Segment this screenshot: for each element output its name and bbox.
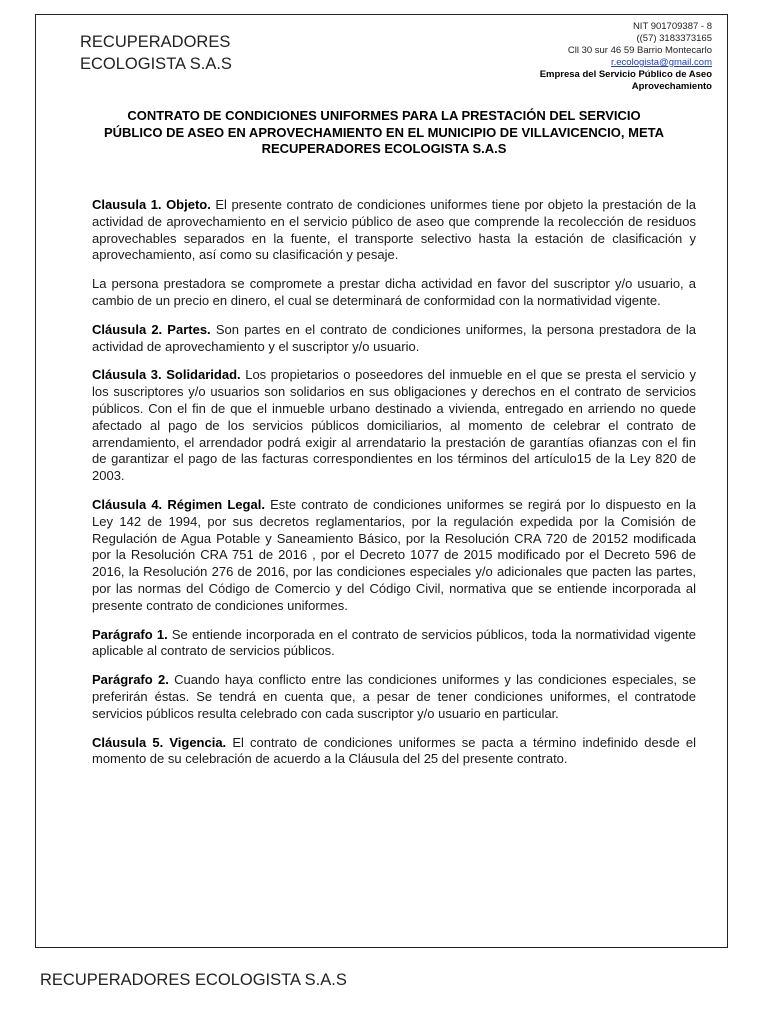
title-line3: RECUPERADORES ECOLOGISTA S.A.S <box>261 141 507 156</box>
document-title <box>90 108 678 158</box>
clause-4 <box>92 497 696 615</box>
email-link[interactable]: r.ecologista@gmail.com <box>611 57 712 68</box>
clause-1 <box>92 197 696 264</box>
contact-block <box>540 21 712 93</box>
clause-3-heading: Cláusula 3. Solidaridad. <box>92 367 241 383</box>
clause-1-heading: Clausula 1. Objeto. <box>92 197 211 212</box>
paragraph-1-heading: Parágrafo 1. <box>92 626 168 642</box>
paragraph-1 <box>92 627 696 661</box>
title-line2: PÚBLICO DE ASEO EN APROVECHAMIENTO EN EL MUNICIPIO DE VILLAVICENCIO, META <box>103 124 664 140</box>
clause-1-paragraph-2: La persona prestadora se compromete a prestar dicha actividad en favor del suscriptor y/o usuario, a cambio de un precio en dinero, el cual se determinará de conformidad con la normatividad vigente. <box>92 276 696 308</box>
clause-2-text: Son partes en el contrato de condiciones uniformes, la persona prestadora de la actividad de aprovechamiento y el suscriptor y/o usuario. <box>92 321 696 354</box>
clause-5-heading: Cláusula 5. Vigencia. <box>92 734 227 750</box>
footer-company-name: RECUPERADORES ECOLOGISTA S.A.S <box>40 971 347 989</box>
company-name-header <box>80 31 232 75</box>
clause-3 <box>92 367 696 485</box>
clause-1-text: El presente contrato de condiciones uniformes tiene por objeto la prestación de la actividad de aprovechamiento en el servicio público de aseo que comprende la recolección de residuos aprovechables separados en la fuente, el transporte selectivo hasta la estación de clasificación y aprovechamiento, así como su clasificación y pesaje. <box>92 197 696 263</box>
paragraph-2 <box>92 672 696 722</box>
paragraph-1-text: Se entiende incorporada en el contrato de servicios públicos, toda la normatividad vigente aplicable al contrato de servicios públicos. <box>92 626 696 659</box>
service-line2: Aprovechamiento <box>631 81 712 92</box>
company-name-line2: ECOLOGISTA S.A.S <box>80 55 232 73</box>
clause-4-heading: Cláusula 4. Régimen Legal. <box>92 496 265 512</box>
clause-5-text: El contrato de condiciones uniformes se pacta a término indefinido desde el momento de su celebración de acuerdo a la Cláusula del 25 del presente contrato. <box>92 734 696 767</box>
phone: ((57) 3183373165 <box>636 33 712 44</box>
clause-3-text: Los propietarios o poseedores del inmueble en el que se presta el servicio y los suscriptores y/o usuarios son solidarios en sus obligaciones y derechos en el contrato de servicios públicos. Con el fin de que el inmueble urbano destinado a vivienda, entregado en arriendo no quede afectado al pago de los servicios públicos domiciliarios, al momento de celebrar el contrato de arrendamiento, el arrendador podrá exigir al arrendatario la prestación de garantías ofianzas con el fin de garantizar el pago de las facturas correspondientes en los términos del artículo15 de la Ley 820 de 2003. <box>92 367 696 484</box>
clause-2-heading: Cláusula 2. Partes. <box>92 321 211 337</box>
address: Cll 30 sur 46 59 Barrio Montecarlo <box>567 45 712 56</box>
paragraph-2-heading: Parágrafo 2. <box>92 672 169 688</box>
company-name-line1: RECUPERADORES <box>80 33 231 51</box>
title-line1: CONTRATO DE CONDICIONES UNIFORMES PARA LA PRESTACIÓN DEL SERVICIO <box>127 108 641 123</box>
paragraph-2-text: Cuando haya conflicto entre las condiciones uniformes y las condiciones especiales, se preferirán éstas. Se tendrá en cuenta que, a pesar de tener condiciones uniformes, el contratode servicios públicos resulta celebrado con cada suscriptor y/o usuario en particular. <box>92 672 696 721</box>
clause-5 <box>92 735 696 769</box>
clause-2 <box>92 322 696 356</box>
contract-body <box>92 197 696 780</box>
service-line1: Empresa del Servicio Público de Aseo <box>539 69 712 80</box>
clause-4-text: Este contrato de condiciones uniformes se regirá por lo dispuesto en la Ley 142 de 1994, por sus decretos reglamentarios, por la regulación expedida por la Comisión de Regulación de Agua Potable y Saneamiento Básico, por la Resolución CRA 720 de 20152 modificada por la Resolución CRA 751 de 2016 , por el Decreto 1077 de 2015 modificado por el Decreto 596 de 2016, la Resolución 276 de 2016, por las condiciones especiales y/o adicionales que pacten las partes, por las normas del Código de Comercio y del Código Civil, normativa que se entiende incorporada al presente contrato de condiciones uniformes. <box>92 496 696 613</box>
nit: NIT 901709387 - 8 <box>632 21 712 32</box>
